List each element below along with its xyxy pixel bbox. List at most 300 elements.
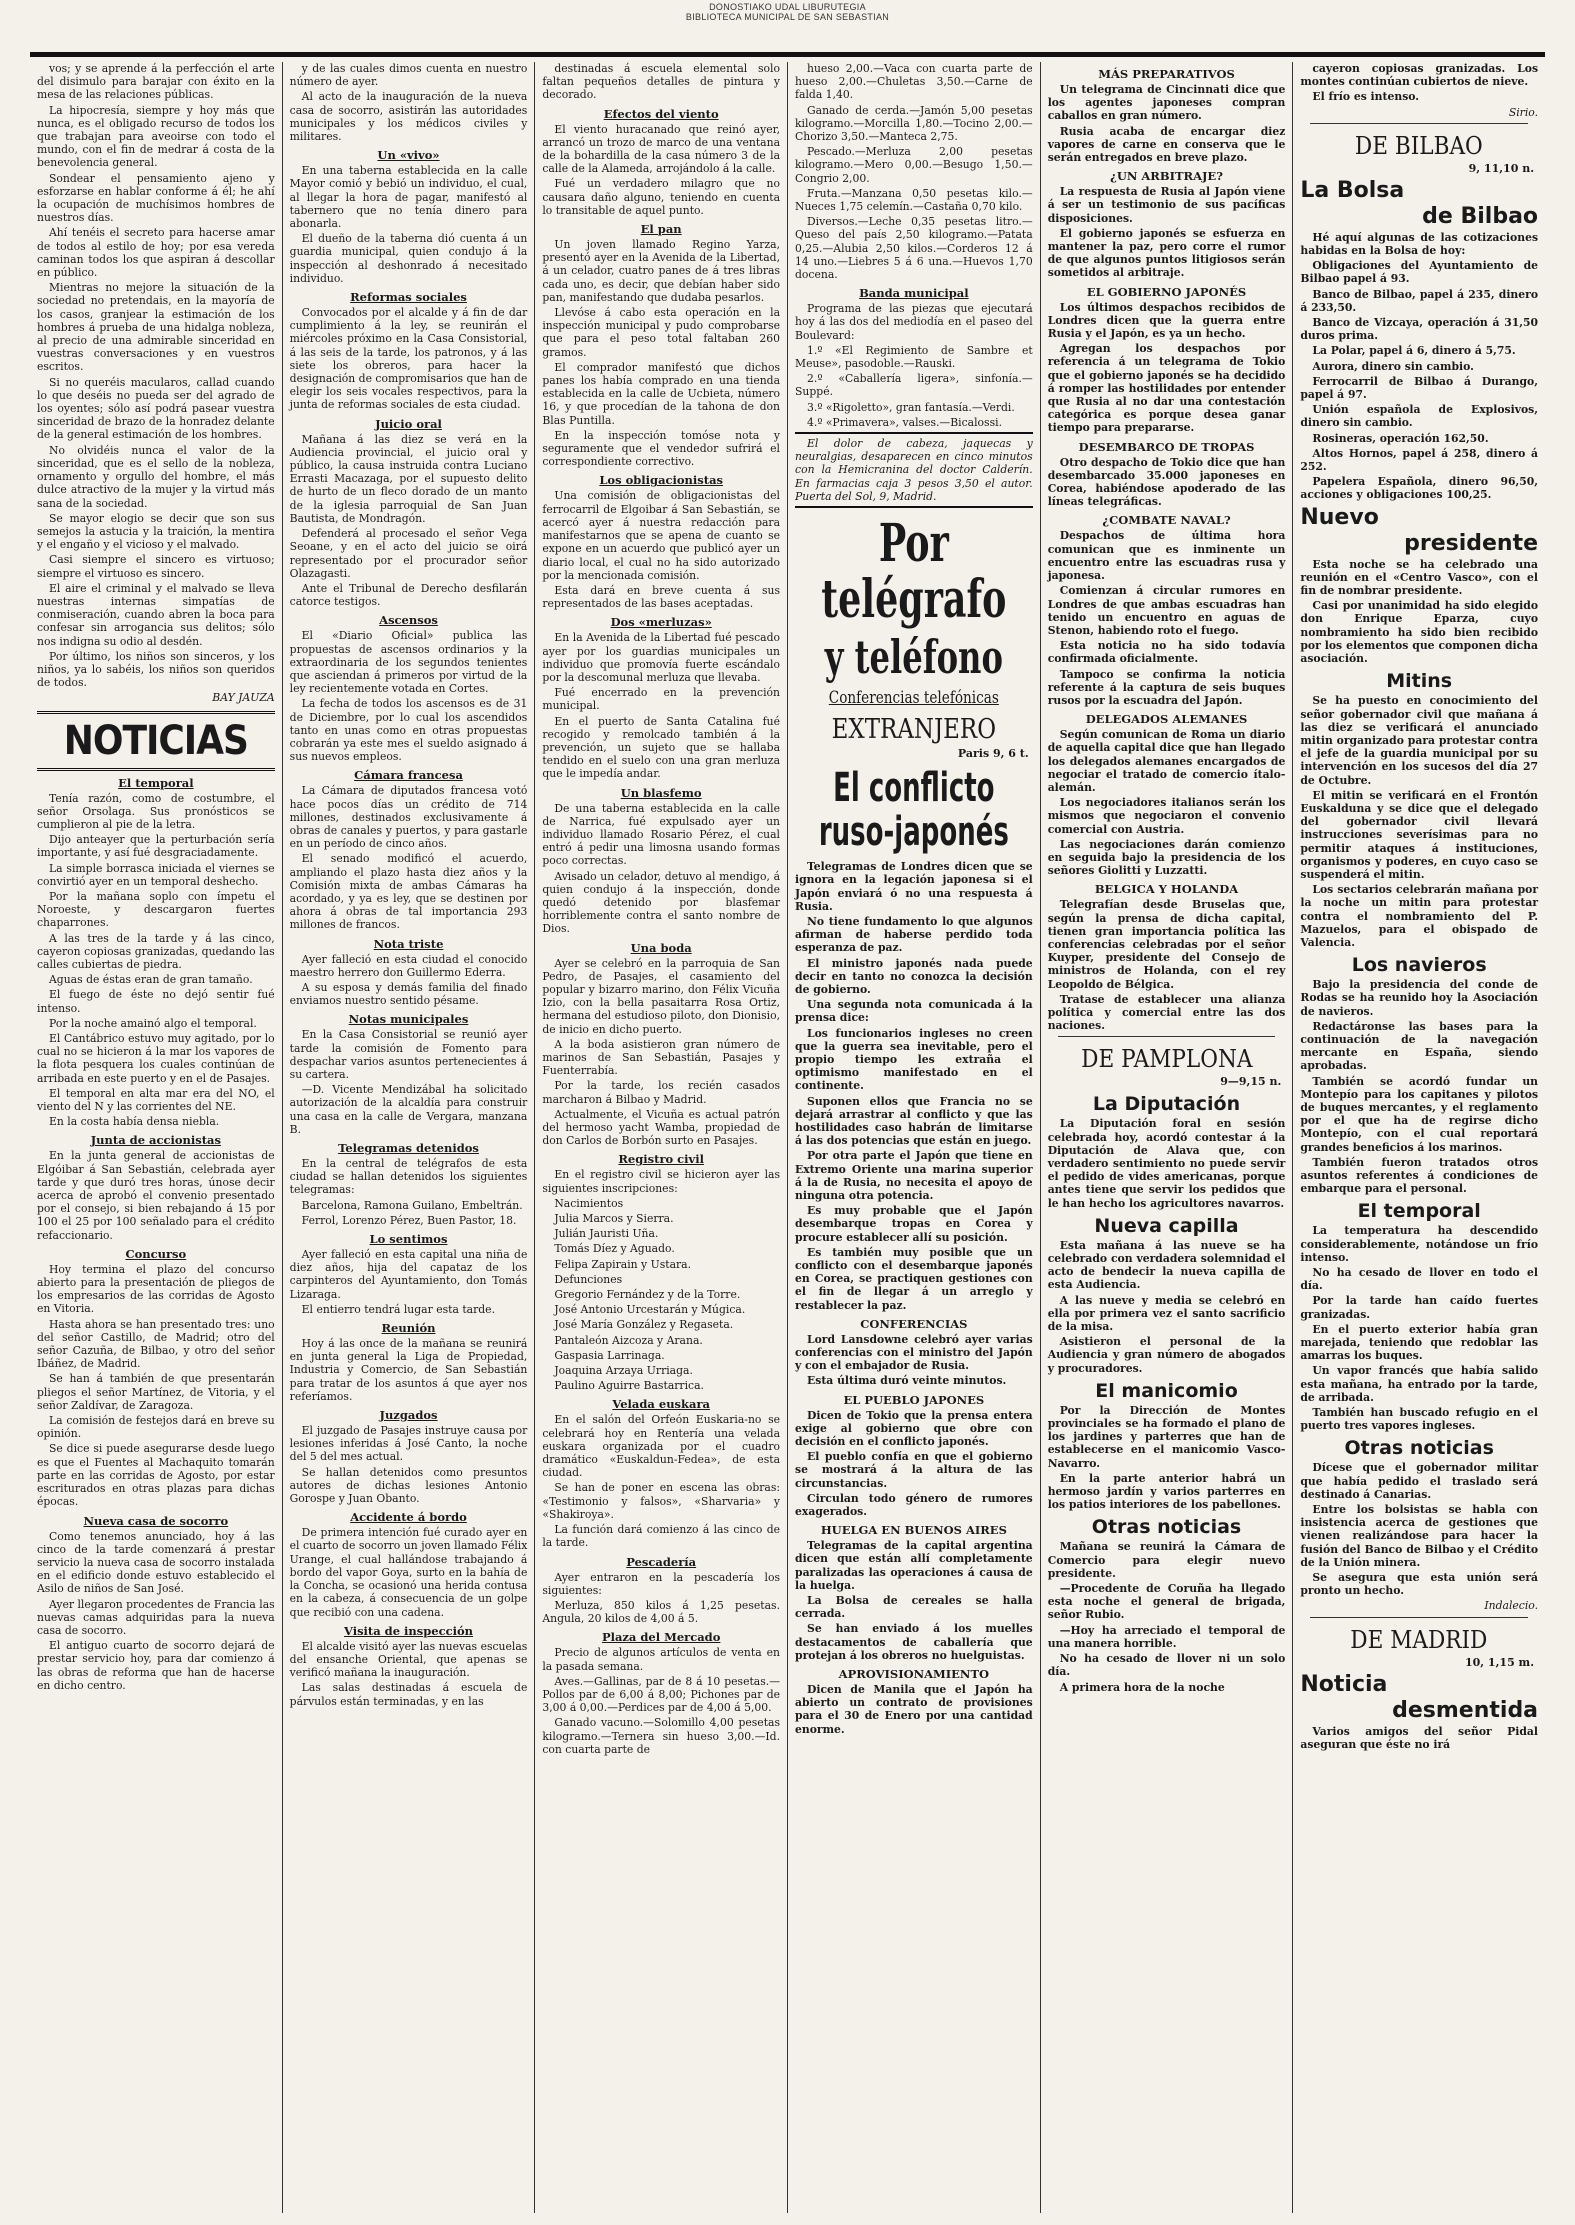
paragraph: 1.º «El Regimiento de Sambre et Meuse», pasodoble.—Rauski.	[795, 343, 1033, 371]
paragraph: Se asegura que esta unión será pronto un hecho.	[1300, 1571, 1539, 1598]
divider	[1310, 1617, 1528, 1618]
paragraph: Por la noche amainó algo el temporal.	[49, 1016, 257, 1030]
paragraph: Aves.—Gallinas, par de 8 á 10 pesetas.—Pollos par de 6,00 á 8,00; Pichones par de 3,00 á 0,00.—Perdices par de 4,00 á 5,00.	[542, 1674, 781, 1715]
article-body	[1048, 1404, 1286, 1512]
section-title-extranjero: EXTRANJERO	[831, 714, 997, 746]
paragraph: Asistieron el personal de la Audiencia y gran número de abogados y procuradores.	[1047, 1335, 1286, 1375]
headline: HUELGA EN BUENOS AIRES	[820, 1523, 1007, 1538]
article-body	[542, 123, 780, 217]
headline-navieros: Los navieros	[1351, 954, 1487, 977]
article-body	[795, 62, 1033, 281]
paragraph: La hipocresía, siempre y hoy más que nunca, es el obligado recurso de todos los que trabajan para aveoirse con todo el mundo, con el fin de medrar á costa de la benevolencia general.	[37, 103, 275, 170]
headline-la-bolsa: La Bolsa	[1300, 177, 1405, 203]
headline-otras-noticias: Otras noticias	[1091, 1516, 1242, 1539]
paragraph: El ministro japonés nada puede decir en tanto no conozca la decisión de gobierno.	[795, 956, 1033, 996]
paragraph: En la central de telégrafos de esta ciudad se hallan detenidos los siguientes telegramas:	[289, 1157, 528, 1197]
city-title-pamplona: DE PAMPLONA	[1080, 1045, 1253, 1074]
paragraph: Si no queréis macularos, callad cuando lo que deséis no pueda ser del agrado de los oyentes; sólo así podrá pasear vuestra sinceridad de brazo de la honradez delante de la general estimación de los hombres.	[37, 375, 275, 442]
paragraph: Paulino Aguirre Bastarrica.	[554, 1379, 704, 1393]
divider	[1058, 1036, 1276, 1037]
article-body	[1300, 62, 1538, 104]
paragraph: 3.º «Rigoletto», gran fantasía.—Verdi.	[807, 400, 1015, 414]
headline-capilla: Nueva capilla	[1094, 1214, 1239, 1237]
article-body	[795, 1333, 1033, 1388]
paragraph: La Polar, papel á 6, dinero á 5,75.	[1312, 344, 1516, 358]
paragraph: A su esposa y demás familia del finado enviamos nuestro sentido pésame.	[289, 980, 528, 1008]
paragraph: Rusia acaba de encargar diez vapores de carne en conserva que le serán entregados en breve plazo.	[1047, 124, 1286, 165]
advertisement: El dolor de cabeza, jaquecas y neuralgias, desaparecen en cinco minutos con la Hemicranina del doctor Calderín. En farmacias caja 3 pesos 3,50 el autor. Puerta del Sol, 9, Madrid.	[795, 437, 1033, 503]
paragraph: y de las cuales dimos cuenta en nuestro número de ayer.	[289, 62, 528, 89]
paragraph: Fué encerrado en la prevención municipal.	[542, 686, 781, 713]
headline: Plaza del Mercado	[601, 1630, 721, 1645]
article-body	[1048, 1239, 1286, 1375]
paragraph: Felipa Zapirain y Ustara.	[554, 1257, 692, 1271]
headline: ¿COMBATE NAVAL?	[1102, 513, 1231, 528]
paragraph: Ayer falleció en esta capital una niña de diez años, hija del capataz de los carpinteros del Ayuntamiento, don Tomás Lizaraga.	[289, 1248, 528, 1301]
paragraph: Hoy termina el plazo del concurso abierto para la presentación de pliegos de los empresarios de las corridas de Agosto en Vitoria.	[37, 1262, 275, 1316]
paragraph: Julia Marcos y Sierra.	[554, 1212, 674, 1226]
section-title-telegrafo: Por telégrafo	[821, 513, 1007, 631]
paragraph: Gaspasia Larrinaga.	[554, 1348, 665, 1362]
article-body	[290, 629, 528, 763]
headline: Banda municipal	[859, 286, 969, 301]
article-body	[290, 62, 528, 143]
paragraph: Como tenemos anunciado, hoy á las cinco de la tarde comenzará á prestar servicio la nueva casa de socorro instalada en el edificio donde estuvo establecido el Asilo de niños de San José.	[37, 1529, 275, 1596]
paragraph: Gregorio Fernández y de la Torre.	[554, 1288, 741, 1302]
paragraph: José Antonio Urcestarán y Múgica.	[554, 1303, 746, 1317]
paragraph: destinadas á escuela elemental solo faltan pequeños detalles de pintura y decorado.	[542, 62, 781, 102]
paragraph: Avisado un celador, detuvo al mendigo, á quien condujo á la inspección, donde quedó detenido por blasfemar horriblemente contra el santo nombre de Dios.	[542, 869, 781, 936]
paragraph: La Diputación foral en sesión celebrada hoy, acordó contestar á la Diputación de Alava que, con verdadero sentimiento no puede servir el pedido de vides americanas, porque antes tiene que servir los pedidos que le han hecho los agricultores navarros.	[1047, 1117, 1286, 1210]
paragraph: Telegramas de la capital argentina dicen que están allí completamente paralizadas las operaciones á causa de la huelga.	[795, 1539, 1033, 1592]
article-body	[290, 1640, 528, 1708]
section-title-noticias: NOTICIAS	[37, 711, 275, 771]
paragraph: Casi por unanimidad ha sido elegido don Enrique Eparza, cuyo nombramiento ha sido bien recibido por los elementos que componen dicha asociación.	[1300, 599, 1539, 666]
paragraph: El viento huracanado que reinó ayer, arrancó un trozo de marco de una ventana de la bohardilla de la casa número 3 de la calle de la Alameda, arrojándolo á la calle.	[542, 122, 781, 176]
paragraph: Barcelona, Ramona Guilano, Embeltrán.	[301, 1198, 523, 1212]
paragraph: Altos Hornos, papel á 258, dinero á 252.	[1300, 446, 1539, 474]
headline: Notas municipales	[348, 1012, 469, 1027]
article-body	[1300, 978, 1538, 1195]
dateline: 10, 1,15 m.	[1464, 1655, 1535, 1669]
library-stamp-line2: BIBLIOTECA MUNICIPAL DE SAN SEBASTIAN	[685, 12, 890, 22]
paragraph: Por la mañana soplo con ímpetu el Noroeste, y descargaron fuertes chaparrones.	[37, 889, 275, 930]
paragraph: La Bolsa de cereales se halla cerrada.	[795, 1594, 1033, 1621]
article-body	[795, 1539, 1033, 1662]
paragraph: Esta noche se ha celebrado una reunión en el «Centro Vasco», con el fin de nombrar presidente.	[1300, 557, 1539, 598]
paragraph: Se mayor elogio se decir que son sus semejos la astucia y la traición, la mentira y el engaño y el vicioso y el malvado.	[37, 511, 275, 552]
paragraph: Defunciones	[554, 1272, 623, 1286]
paragraph: Bajo la presidencia del conde de Rodas se ha reunido hoy la Asociación de navieros.	[1300, 978, 1539, 1018]
paragraph: El senado modificó el acuerdo, ampliando el plazo hasta diez años y la Comisión mixta de ambas Cámaras ha acordado, y ya es ley, que se destinen por ahora á obras de tal importancia 293 millones de francos.	[289, 852, 528, 932]
paragraph: Ayer falleció en esta ciudad el conocido maestro herrero don Guillermo Ederra.	[289, 952, 528, 979]
paragraph: Obligaciones del Ayuntamiento de Bilbao papel á 93.	[1300, 259, 1539, 286]
paragraph: Convocados por el alcalde y á fin de dar cumplimiento á la ley, se reunirán el miércoles próximo en la Casa Consistorial, á las seis de la tarde, los patronos, y á las siete los obreros, para hacer la designación de compromisarios que han de elegir los seis vocales respectivos, para la junta de reformas sociales de esta ciudad.	[289, 306, 528, 412]
paragraph: Por la tarde han caído fuertes granizadas.	[1300, 1294, 1539, 1321]
paragraph: Ahí tenéis el secreto para hacerse amar de todos al estilo de hoy; por esa vereda caminan todos los que aspiran á descollar en público.	[37, 226, 275, 280]
paragraph: Comienzan á circular rumores en Londres de que ambas escuadras han tenido un encuentro en aguas de Stenon, habiendo roto el fuego.	[1047, 584, 1286, 637]
article-body	[795, 860, 1033, 1312]
headline-manicomio: El manicomio	[1095, 1379, 1238, 1402]
dateline: 9, 11,10 n.	[1468, 161, 1535, 175]
paragraph: Es muy probable que el Japón desembarque tropas en Corea y procure establecer allí su posición.	[795, 1204, 1033, 1244]
article-body	[542, 62, 780, 102]
paragraph: Aurora, dinero sin cambio.	[1312, 359, 1474, 373]
column-2	[282, 62, 535, 2213]
top-rule	[30, 52, 1545, 57]
article-body	[795, 1409, 1033, 1519]
paragraph: Mientras no mejore la situación de la sociedad no pretendais, en la mayoría de los casos, granjear la estimación de los hombres á prueba de una hidalga nobleza, al precio de una admirable sinceridad en vuestras conversaciones y en vuestros escritos.	[37, 281, 275, 374]
headline: Concurso	[125, 1246, 187, 1261]
columns	[30, 62, 1545, 2213]
article-body	[1048, 456, 1286, 509]
paragraph: En la parte anterior habrá un hermoso jardín y varios parterres en los patios interiores de los pabellones.	[1047, 1471, 1286, 1512]
paragraph: En la Avenida de la Libertad fué pescado ayer por los guardias municipales un individuo que promovía fuerte escándalo por la descomunal merluza que llevaba.	[542, 631, 781, 684]
article-body	[290, 784, 528, 931]
paragraph: La Cámara de diputados francesa votó hace pocos días un crédito de 714 millones, destinados exclusivamente á obras de canales y puertos, y para gastarle en un período de cinco años.	[289, 784, 528, 851]
paragraph: Una comisión de obligacionistas del ferrocarril de Elgoibar á San Sebastián, se acercó ayer á nuestra redacción para manifestarnos que se apena de cuanto se expone en un acuerdo que publicó ayer un diario local, el cual no ha sido autorizado por la mencionada comisión.	[542, 489, 781, 582]
paragraph: Se han de poner en escena las obras: «Testimonio y falsos», «Sharvaria» y «Shakiroya».	[542, 1481, 781, 1521]
headline-noticia: Noticia	[1300, 1671, 1388, 1697]
headline-presidente: presidente	[1404, 530, 1539, 556]
paragraph: Según comunican de Roma un diario de aquella capital dice que han llegado los delegados alemanes encargados de negociar el tratado de comercio ítalo-alemán.	[1047, 728, 1286, 794]
paragraph: En el registro civil se hicieron ayer las siguientes inscripciones:	[542, 1168, 781, 1195]
paragraph: Un vapor francés que había salido esta mañana, ha entrado por la tarde, de arribada.	[1300, 1364, 1539, 1404]
paragraph: También han buscado refugio en el puerto tres vapores ingleses.	[1300, 1406, 1539, 1433]
headline: Reformas sociales	[350, 290, 467, 305]
divider	[795, 506, 1033, 508]
paragraph: —Hoy ha arreciado el temporal de una manera horrible.	[1047, 1623, 1286, 1650]
paragraph: No tiene fundamento lo que algunos afirman de haberse perdido toda esperanza de paz.	[795, 914, 1033, 955]
paragraph: En la costa había densa niebla.	[49, 1115, 220, 1129]
article-body	[290, 953, 528, 1008]
headline: Pescadería	[626, 1554, 697, 1569]
paragraph: Circulan todo género de rumores exagerados.	[795, 1491, 1033, 1519]
paragraph: vos; y se aprende á la perfección el arte del disimulo para barajar con éxito en la mesa de las relaciones públicas.	[37, 62, 275, 102]
signature: BAY JAUZA	[212, 691, 275, 705]
paragraph: Casi siempre el sincero es virtuoso; siempre el virtuoso es sincero.	[37, 553, 275, 580]
paragraph: Llevóse á cabo esta operación en la inspección municipal y pudo comprobarse que para el peso total faltaban 260 gramos.	[542, 306, 781, 359]
paragraph: El mitin se verificará en el Frontón Euskalduna y se dice que el delegado del gobernador civil llevará instrucciones severísimas para no permitir ataques á instituciones, organismos y poderes, en cuyo caso se suspenderá el mitin.	[1300, 788, 1539, 881]
paragraph: Tratase de establecer una alianza política y comercial entre las dos naciones.	[1047, 992, 1286, 1033]
dateline: Paris 9, 6 t.	[957, 747, 1029, 761]
paragraph: Esta mañana á las nueve se ha celebrado con verdadera solemnidad el acto de bendecir la nueva capilla de esta Audiencia.	[1047, 1238, 1286, 1292]
paragraph: Unión española de Explosivos, dinero sin cambio.	[1300, 403, 1539, 430]
paragraph: Una segunda nota comunicada á la prensa dice:	[795, 998, 1033, 1025]
paragraph: Los negociadores italianos serán los mismos que negociaron el convenio comercial con Austria.	[1047, 796, 1286, 836]
article-body	[1048, 529, 1286, 707]
paragraph: Dijo anteayer que la perturbación sería importante, y así fué desgraciadamente.	[37, 833, 275, 860]
article-body	[1048, 185, 1286, 279]
headline: MÁS PREPARATIVOS	[1098, 67, 1235, 81]
paragraph: El juzgado de Pasajes instruye causa por lesiones inferidas á José Canto, la noche del 5 del mes actual.	[289, 1424, 528, 1464]
paragraph: Suponen ellos que Francia no se dejará arrastrar al conflicto y que las hostilidades caso habrán de limitarse á las dos potencias que están en juego.	[795, 1094, 1033, 1148]
paragraph: Un joven llamado Regino Yarza, presentó ayer en la Avenida de la Libertad, á un celador, cuatro panes de á tres libras cada uno, es decir, que debían haber sido pan, manifestando que dudaba pesarlos.	[542, 238, 781, 304]
paragraph: Merluza, 850 kilos á 1,25 pesetas. Angula, 20 kilos de 4,00 á 5.	[542, 1598, 781, 1626]
headline-conflicto: El conflicto	[833, 765, 995, 812]
divider	[795, 432, 1033, 434]
paragraph: La simple borrasca iniciada el viernes se convirtió ayer en un temporal deshecho.	[37, 861, 275, 888]
article-body	[290, 433, 528, 609]
headline: Registro civil	[618, 1152, 704, 1167]
paragraph: cayeron copiosas granizadas. Los montes continúan cubiertos de nieve.	[1300, 62, 1539, 89]
paragraph: Ayer llegaron procedentes de Francia las nuevas camas adquiridas para la nueva casa de socorro.	[37, 1597, 275, 1637]
library-stamp	[30, 0, 1545, 22]
paragraph: Tampoco se confirma la noticia referente á la captura de seis buques rusos por la escuadra del Japón.	[1047, 667, 1286, 707]
column-4	[787, 62, 1040, 2213]
paragraph: Fué un verdadero milagro que no causara daño alguno, teniendo en cuenta lo transitable de aquel punto.	[542, 177, 781, 217]
headline: CONFERENCIAS	[860, 1316, 968, 1331]
paragraph: Por la Dirección de Montes provinciales se ha formado el plano de los jardines y parterres que han de establecerse en el manicomio Vasco-Navarro.	[1047, 1403, 1286, 1470]
paragraph: En una taberna establecida en la calle Mayor comió y bebió un individuo, el cual, al llegar la hora de pagar, manifestó al tabernero que no tenía dinero para abonarla.	[289, 164, 528, 231]
article-body	[37, 792, 275, 1129]
headline: ¿UN ARBITRAJE?	[1110, 169, 1223, 184]
article-body	[290, 1028, 528, 1136]
headline: El pan	[640, 222, 682, 237]
paragraph: A las tres de la tarde y á las cinco, cayeron copiosas granizadas, quedando las calles cubiertas de piedra.	[37, 931, 275, 971]
headline: Un «vivo»	[377, 148, 440, 163]
paragraph: Julián Jauristi Uña.	[554, 1227, 659, 1241]
paragraph: Aguas de éstas eran de gran tamaño.	[49, 973, 253, 987]
paragraph: Ferrocarril de Bilbao á Durango, papel á 97.	[1300, 374, 1539, 402]
headline: Nueva casa de socorro	[83, 1513, 229, 1528]
article-body	[290, 1337, 528, 1403]
paragraph: Hoy á las once de la mañana se reunirá en junta general la Liga de Propiedad, Industria y Comercio, de San Sebastián para tratar de los asuntos á que ayer nos referíamos.	[289, 1337, 528, 1403]
article-body	[1300, 1224, 1538, 1432]
headline-mitins: Mitins	[1386, 670, 1453, 693]
paragraph: Es también muy posible que un conflicto con el desembarque japonés en Corea, se practiquen gestiones con el fin de llegar á un arreglo y restablecer la paz.	[795, 1245, 1033, 1312]
headline-temporal: El temporal	[1357, 1200, 1481, 1223]
headline: El temporal	[118, 775, 194, 790]
paragraph: No ha cesado de llover ni un solo día.	[1047, 1652, 1286, 1679]
paragraph: El dueño de la taberna dió cuenta á un guardia municipal, quien condujo á la inspección al deshonrado á necesitado individuo.	[289, 232, 528, 285]
headline: Reunión	[381, 1321, 436, 1336]
paragraph: El frío es intenso.	[1312, 90, 1420, 104]
headline: DELEGADOS ALEMANES	[1085, 712, 1248, 727]
paragraph: El entierro tendrá lugar esta tarde.	[301, 1302, 495, 1316]
dateline: 9—9,15 n.	[1220, 1075, 1282, 1089]
essay-text	[37, 62, 275, 689]
paragraph: Se han á también de que presentarán pliegos el señor Martínez, de Vitoria, y el señor Zaldívar, de Zaragoza.	[37, 1372, 275, 1412]
paragraph: En el puerto de Santa Catalina fué recogido y remolcado también á la prevención, un sujeto que se hallaba tendido en el suelo con una gran merluza que le impedía andar.	[542, 714, 781, 781]
paragraph: Se hallan detenidos como presuntos autores de dichas lesiones Antonio Gorospe y Juan Obanto.	[289, 1465, 528, 1506]
column-6	[1292, 62, 1545, 2213]
paragraph: hueso 2,00.—Vaca con cuarta parte de hueso 2,00.—Chuletas 3,50.—Carne de falda 1,40.	[795, 62, 1033, 102]
headline-otras-noticias: Otras noticias	[1344, 1437, 1494, 1460]
article-body	[1048, 301, 1286, 435]
headline: EL PUEBLO JAPONES	[843, 1392, 985, 1407]
paragraph: Redactáronse las bases para la continuación de la navegación mercante en España, siendo aprobadas.	[1300, 1019, 1539, 1073]
article-body	[1048, 1540, 1286, 1693]
headline: Junta de accionistas	[90, 1133, 221, 1148]
paragraph: De una taberna establecida en la calle de Narrica, fué expulsado ayer un individuo llamado Rosario Pérez, el cual entró á pedir una limosna usando formas poco correctas.	[542, 801, 781, 868]
headline: Nota triste	[373, 936, 444, 951]
paragraph: Tomás Díez y Aguado.	[554, 1242, 675, 1256]
headline: Cámara francesa	[354, 768, 463, 783]
paragraph: Se han enviado á los muelles destacamentos de caballería que protejan á los obreros no huelguistas.	[795, 1622, 1033, 1662]
paragraph: Los funcionarios ingleses no creen que la guerra sea inevitable, pero el propio tiempo les extraña el optimismo manifestado en el continente.	[795, 1026, 1033, 1093]
paragraph: Nacimientos	[554, 1196, 624, 1210]
article-body	[1048, 898, 1286, 1032]
article-body	[290, 1157, 528, 1227]
paragraph: Ganado de cerda.—Jamón 5,00 pesetas kilogramo.—Morcilla 1,80.—Tocino 2,00.—Chorizo 3,50.—Manteca 2,75.	[795, 103, 1033, 144]
headline: Lo sentimos	[369, 1232, 448, 1247]
paragraph: Programa de las piezas que ejecutará hoy á las dos del mediodía en el paseo del Boulevard:	[795, 302, 1033, 342]
article-body	[1048, 83, 1286, 164]
headline-desmentida: desmentida	[1392, 1697, 1539, 1723]
article-body	[542, 1646, 780, 1756]
paragraph: Agregan los despachos por referencia á un telegrama de Tokio que el gobierno japonés se ha decidido á romper las hostilidades por entender que Rusia al no dar una contestación categórica es porque desea ganar tiempo para prepararse.	[1047, 342, 1286, 435]
paragraph: El antiguo cuarto de socorro dejará de prestar servicio hoy, para dar comienzo á las obras de reforma que han de hacerse en dicho centro.	[37, 1639, 275, 1692]
headline: Velada euskara	[612, 1397, 710, 1412]
paragraph: También fueron tratados otros asuntos referentes á condiciones de embarque para el personal.	[1300, 1155, 1539, 1196]
article-body	[542, 957, 780, 1148]
article-body	[1300, 231, 1538, 502]
article-body	[1048, 1117, 1286, 1209]
paragraph: Ayer se celebró en la parroquia de San Pedro, de Pasajes, el casamiento del popular y bizarro marino, don Félix Vicuña Izio, con la bella pasaitarra Rosa Ortiz, hermana del estudioso piloto, don Dionisio, de inicio en dicho puerto.	[542, 956, 781, 1036]
headline: Efectos del viento	[603, 106, 719, 121]
article-body	[542, 1571, 780, 1626]
paragraph: En la inspección tomóse nota y seguramente que el vendedor sufrirá el correspondiente correctivo.	[542, 428, 781, 469]
paragraph: Mañana á las diez se verá en la Audiencia provincial, el juicio oral y público, la causa instruida contra Luciano Errasti Macazaga, por el supuesto delito de hurto de un fleco dorado de un manto de la iglesia parroquial de San Juan Bautista, de Mondragón.	[289, 432, 528, 525]
paragraph: Papelera Española, dinero 96,50, acciones y obligaciones 100,25.	[1300, 475, 1539, 502]
headline: Dos «merluzas»	[610, 615, 712, 630]
article-body	[1300, 1725, 1538, 1751]
paragraph: En el puerto exterior había gran marejada, teniendo que redoblar las amarras los buques.	[1300, 1322, 1539, 1363]
paragraph: Ante el Tribunal de Derecho desfilarán catorce testigos.	[289, 581, 528, 609]
library-stamp-line1: DONOSTIAKO UDAL LIBURUTEGIA	[709, 2, 866, 12]
paragraph: Pantaleón Aizcoza y Arana.	[554, 1333, 703, 1347]
headline: Una boda	[630, 940, 692, 955]
article-body	[290, 1248, 528, 1316]
paragraph: Las negociaciones darán comienzo en seguida bajo la presidencia de los señores Giolitti y Luzzatti.	[1047, 837, 1286, 878]
paragraph: Telegramas de Londres dicen que se ignora en la legación japonesa si el Japón enviará ó no una respuesta á Rusia.	[795, 860, 1033, 913]
paragraph: En el salón del Orfeón Euskaria-no se celebrará hoy en Rentería una velada euskara organizada por el cuadro dramático «Euskaldun-Fedea», de esta ciudad.	[542, 1413, 781, 1480]
paragraph: La comisión de festejos dará en breve su opinión.	[37, 1414, 275, 1441]
headline: Juicio oral	[375, 416, 442, 431]
paragraph: El «Diario Oficial» publica las propuestas de ascensos ordinarios y la extraordinaria de los segundos tenientes que asciendan á primeros por virtud de la ley recientemente votada en Cortes.	[289, 629, 528, 696]
paragraph: Entre los bolsistas se habla con insistencia acerca de gestiones que vienen realizándose para hacer la fusión del Banco de Bilbao y el Crédito de la Unión minera.	[1300, 1503, 1539, 1569]
headline: Ascensos	[379, 613, 438, 628]
paragraph: Ferrol, Lorenzo Pérez, Buen Pastor, 18.	[301, 1213, 517, 1227]
paragraph: Dicen de Manila que el Japón ha abierto un contrato de provisiones para el 30 de Enero por una cantidad enorme.	[795, 1683, 1033, 1736]
headline: Los obligacionistas	[599, 473, 724, 488]
paragraph: Actualmente, el Vicuña es actual patrón del hermoso yacht Wamba, propiedad de don Carlos de Borbón surto en Pasajes.	[542, 1107, 781, 1148]
paragraph: El temporal en alta mar era del NO, el viento del N y las corrientes del NE.	[37, 1086, 275, 1114]
paragraph: Precio de algunos artículos de venta en la pasada semana.	[542, 1646, 781, 1673]
paragraph: El comprador manifestó que dichos panes los había comprado en una tienda establecida en la calle de Ucbieta, número 16, y que procedían de la tahona de don Blas Puntilla.	[542, 360, 781, 427]
paragraph: Lord Lansdowne celebró ayer varias conferencias con el ministro del Japón y con el embajador de Rusia.	[795, 1332, 1033, 1373]
column-1	[30, 62, 282, 2213]
paragraph: La fecha de todos los ascensos es de 31 de Diciembre, por lo cual los ascendidos tanto en unas como en otras propuestas cobrarán ya este mes el sueldo asignado á sus nuevos empleos.	[289, 697, 528, 764]
paragraph: Joaquina Arzaya Urriaga.	[554, 1364, 693, 1378]
paragraph: El Cantábrico estuvo muy agitado, por lo cual no se hicieron á la mar los vapores de la flota pesquera los cuales continúan de arribada en este puerto y en el de Pasajes.	[37, 1032, 275, 1085]
article-body	[1300, 694, 1538, 949]
paragraph: Se ha puesto en conocimiento del señor gobernador civil que mañana á las diez se verificará el anunciado mitin organizado para protestar contra el jefe de la guardia municipal por su intervención en los sucesos del día 27 de Octubre.	[1300, 694, 1539, 787]
headline: DESEMBARCO DE TROPAS	[1078, 439, 1255, 454]
paragraph: Diversos.—Leche 0,35 pesetas litro.—Queso del país 2,50 kilogramo.—Patata 0,25.—Alubia 2,50 kilos.—Corderos 12 á 14 uno.—Liebres 5 á 6 una.—Huevos 1,70 docena.	[795, 215, 1033, 282]
paragraph: Al acto de la inauguración de la nueva casa de socorro, asistirán las autoridades municipales y los médicos civiles y militares.	[289, 90, 528, 144]
city-title-madrid: DE MADRID	[1350, 1625, 1488, 1654]
paragraph: Un telegrama de Cincinnati dice que los agentes japoneses compran caballos en gran número.	[1047, 83, 1286, 123]
section-title-telefono: y teléfono	[824, 630, 1003, 685]
paragraph: En la Casa Consistorial se reunió ayer tarde la comisión de Fomento para despachar varios asuntos pertenecientes á su cartera.	[289, 1028, 528, 1081]
paragraph: El fuego de éste no dejó sentir fué intenso.	[37, 988, 275, 1015]
paragraph: Los últimos despachos recibidos de Londres dicen que la guerra entre Rusia y el Japón, es ya un hecho.	[1047, 300, 1286, 341]
paragraph: La respuesta de Rusia al Japón viene á ser un testimonio de sus pacíficas disposiciones.	[1047, 185, 1286, 225]
paragraph: 2.º «Caballería ligera», sinfonía.—Suppé.	[795, 372, 1033, 399]
paragraph: —D. Vicente Mendizábal ha solicitado autorización de la alcaldía para construir una casa en la calle de Vergara, manzana B.	[289, 1083, 528, 1136]
paragraph: Hasta ahora se han presentado tres: uno del señor Castillo, de Madrid; otro del señor Cazuña, de Bilbao, y otro del señor Ibáñez, de Madrid.	[37, 1317, 275, 1371]
paragraph: Despachos de última hora comunican que es inminente un encuentro entre las escuadras rusa y japonesa.	[1047, 529, 1286, 583]
paragraph: Pescado.—Merluza 2,00 pesetas kilogramo.—Mero 0,00.—Besugo 1,50.—Congrio 2,00.	[795, 145, 1033, 185]
article-body	[542, 631, 780, 780]
paragraph: Las salas destinadas á escuela de párvulos están terminadas, y en las	[289, 1681, 528, 1708]
paragraph: También se acordó fundar un Montepío para los capitanes y pilotos de buques mercantes, y el reglamento por el que ha de regirse dicho Montepío, con el cual reportará grandes beneficios á los marinos.	[1300, 1074, 1539, 1154]
paragraph: El alcalde visitó ayer las nuevas escuelas del ensanche Oriental, que apenas se verificó mañana la inauguración.	[289, 1639, 528, 1680]
headline: APROVISIONAMIENTO	[838, 1667, 990, 1682]
paragraph: El pueblo confía en que el gobierno se mostrará á la altura de las circunstancias.	[795, 1450, 1033, 1490]
paragraph: Banco de Bilbao, papel á 235, dinero á 233,50.	[1300, 287, 1539, 314]
paragraph: Dicen de Tokio que la prensa entera exige al gobierno que obre con decisión en el conflicto japonés.	[795, 1408, 1033, 1449]
column-3	[534, 62, 787, 2213]
headline: Juzgados	[379, 1408, 438, 1423]
article-body	[1300, 1461, 1538, 1597]
article-body	[542, 238, 780, 468]
paragraph: Rosineras, operación 162,50.	[1312, 431, 1489, 445]
article-body	[795, 302, 1033, 429]
paragraph: A primera hora de la noche	[1059, 1680, 1225, 1694]
paragraph: De primera intención fué curado ayer en el cuarto de socorro un joven llamado Félix Urange, el cual hallándose trabajando á bordo del vapor Goya, surto en la bahía de la Concha, se ocasionó una herida contusa en la cabeza, á consecuencia de un golpe que recibió con una cadena.	[289, 1526, 528, 1619]
article-body	[542, 1168, 780, 1392]
article-body	[37, 1530, 275, 1692]
paragraph: Por la tarde, los recién casados marcharon á Bilbao y Madrid.	[542, 1079, 781, 1106]
paragraph: Telegrafían desde Bruselas que, según la prensa de dicha capital, tienen gran importancia política las conferencias celebradas por el señor Kuyper, presidente del Consejo de ministros de Holanda, con el rey Leopoldo de Bélgica.	[1047, 898, 1286, 991]
headline: Visita de inspección	[343, 1623, 474, 1638]
paragraph: A las nueve y media se celebró en ella por primera vez el santo sacrificio de la misa.	[1047, 1293, 1286, 1334]
subsection-title: Conferencias telefónicas	[828, 688, 999, 709]
article-body	[542, 802, 780, 936]
paragraph: Sondear el pensamiento ajeno y esforzarse en hablar conforme á él; he ahí la ocupación de muchísimos hombres de nuestros días.	[37, 171, 275, 225]
paragraph: Mañana se reunirá la Cámara de Comercio para elegir nuevo presidente.	[1047, 1540, 1286, 1580]
paragraph: 4.º «Primavera», valses.—Bicalossi.	[807, 415, 1003, 429]
paragraph: Se dice si puede asegurarse desde luego es que el Fuentes al Machaquito tomarán parte en las corridas de Agosto, por estar escriturados en otras plazas para dichas épocas.	[37, 1442, 275, 1509]
article-body	[37, 1263, 275, 1509]
paragraph: Banco de Vizcaya, operación á 31,50 duros prima.	[1300, 316, 1539, 343]
paragraph: Defenderá al procesado el señor Vega Seoane, y en el acto del juicio se oirá representado por el procurador señor Olazagasti.	[289, 527, 528, 580]
signature: Indalecio.	[1484, 1599, 1539, 1613]
paragraph: Otro despacho de Tokio dice que han desembarcado 35.000 japoneses en Corea, habiéndose apoderado de las líneas telegráficas.	[1047, 455, 1286, 509]
paragraph: Por otra parte el Japón que tiene en Extremo Oriente una marina superior á la de Rusia, no necesita el apoyo de ninguna otra potencia.	[795, 1149, 1033, 1202]
headline-diputacion: La Diputación	[1092, 1093, 1241, 1116]
paragraph: No olvidéis nunca el valor de la sinceridad, que es el sello de la nobleza, ornamento y orgullo del hombre, el más dulce atractivo de la mujer y la virtud más sana de la sociedad.	[37, 443, 275, 510]
headline: BELGICA Y HOLANDA	[1094, 882, 1239, 897]
article-body	[290, 1526, 528, 1618]
article-body	[1300, 558, 1538, 666]
headline: Telegramas detenidos	[338, 1141, 479, 1156]
paragraph: —Procedente de Coruña ha llegado esta noche el general de brigada, señor Rubio.	[1047, 1582, 1286, 1622]
article-body	[290, 306, 528, 412]
paragraph: José María González y Regaseta.	[554, 1318, 734, 1332]
paragraph: La temperatura ha descendido considerablemente, notándose un frío intenso.	[1300, 1224, 1539, 1264]
paragraph: Dícese que el gobernador militar que había pedido el traslado será destinado á Canarias.	[1300, 1461, 1539, 1501]
paragraph: Esta dará en breve cuenta á sus representados de las bases aceptadas.	[542, 583, 781, 611]
paragraph: Tenía razón, como de costumbre, el señor Orsolaga. Sus pronósticos se cumplieron al pie de la letra.	[37, 791, 275, 831]
paragraph: Esta noticia no ha sido todavía confirmada oficialmente.	[1047, 639, 1286, 666]
paragraph: Ayer entraron en la pescadería los siguientes:	[542, 1570, 781, 1597]
headline-nuevo: Nuevo	[1300, 504, 1379, 530]
paragraph: El aire el criminal y el malvado se lleva nuestras internas simpatías de conmiseración, cuando abren la boca para confesar sin arrogancia sus delitos; sólo nos indigna su odio al desdén.	[37, 581, 275, 648]
